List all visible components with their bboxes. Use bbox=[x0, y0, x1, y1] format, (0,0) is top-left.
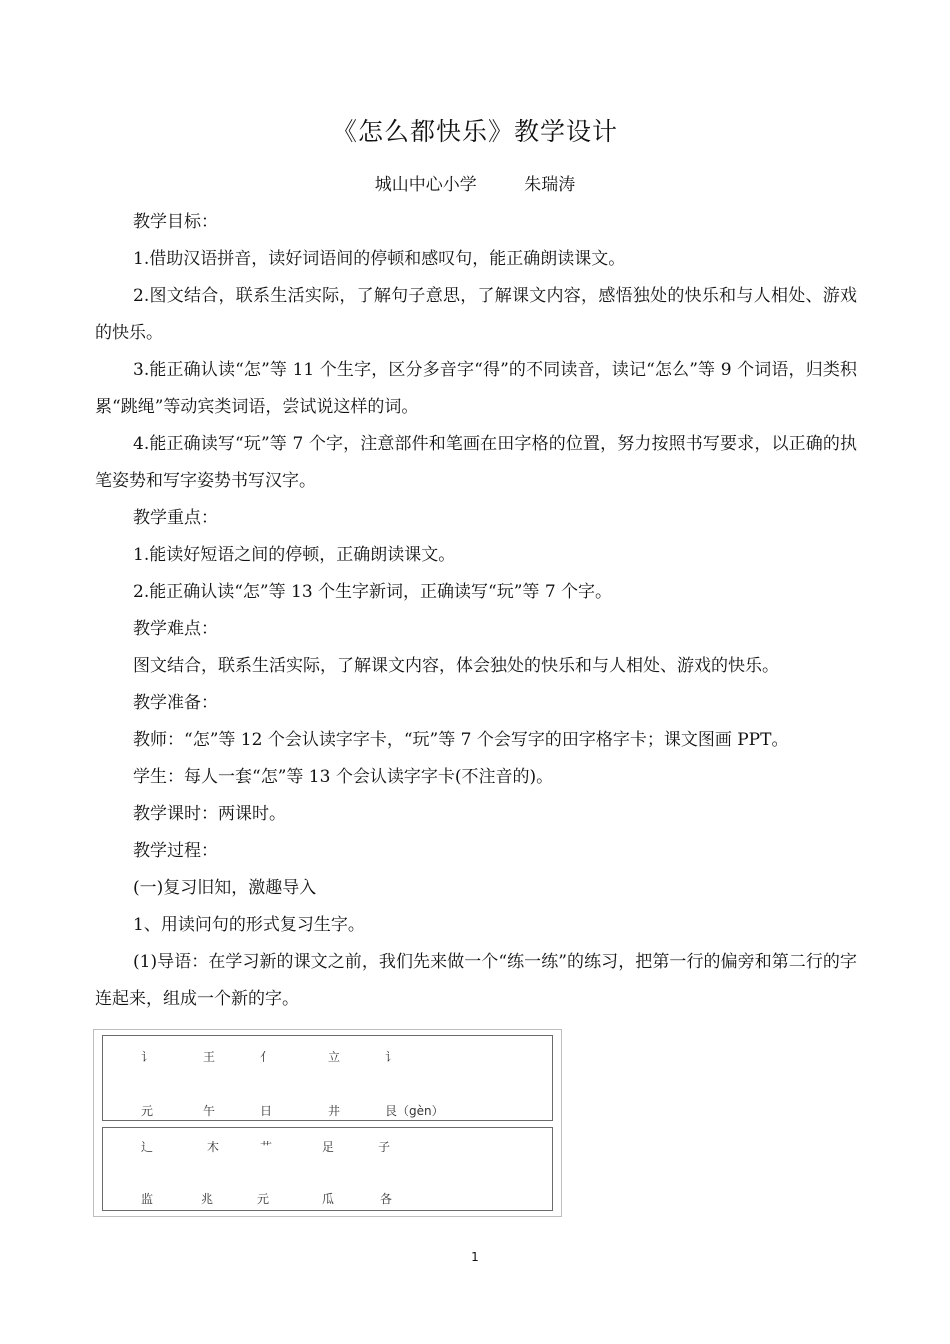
char-cell: 瓜 bbox=[322, 1192, 335, 1206]
key-point-1: 1.能读好短语之间的停顿，正确朗读课文。 bbox=[133, 545, 456, 565]
char-cell: 辶 bbox=[141, 1140, 154, 1154]
char-cell: 元 bbox=[257, 1192, 270, 1206]
heading-difficulties: 教学难点： bbox=[133, 619, 218, 639]
process-step-1-1: (1)导语：在学习新的课文之前，我们先来做一个“练一练”的练习，把第一行的偏旁和第二行的字连起来，组成一个新的字。 bbox=[95, 952, 857, 1009]
heading-process: 教学过程： bbox=[133, 841, 218, 861]
exercise-box-1 bbox=[102, 1035, 553, 1121]
char-cell: 午 bbox=[203, 1104, 216, 1118]
char-cell: 木 bbox=[207, 1140, 220, 1154]
char-cell: 讠 bbox=[141, 1050, 154, 1064]
char-cell: 艹 bbox=[260, 1140, 273, 1154]
preparation-student: 学生：每人一套“怎”等 13 个会认读字字卡(不注音的)。 bbox=[133, 767, 554, 787]
char-cell: 艮（gèn） bbox=[385, 1104, 444, 1118]
author-line bbox=[0, 170, 950, 195]
process-section-1: (一)复习旧知，激趣导入 bbox=[133, 878, 317, 898]
heading-key-points: 教学重点： bbox=[133, 508, 218, 528]
heading-goals: 教学目标： bbox=[133, 212, 218, 232]
author-name: 朱瑞涛 bbox=[524, 175, 576, 195]
class-hours: 教学课时：两课时。 bbox=[133, 804, 286, 824]
school-name: 城山中心小学 bbox=[374, 175, 477, 195]
char-cell: 足 bbox=[322, 1140, 335, 1154]
document-body bbox=[95, 204, 857, 1018]
char-cell: 亻 bbox=[260, 1050, 273, 1064]
char-cell: 各 bbox=[380, 1192, 393, 1206]
goal-item-4: 4.能正确读写“玩”等 7 个字，注意部件和笔画在田字格的位置，努力按照书写要求，以正确的执笔姿势和写字姿势书写汉字。 bbox=[95, 434, 857, 491]
difficulty-text: 图文结合，联系生活实际，了解课文内容，体会独处的快乐和与人相处、游戏的快乐。 bbox=[133, 656, 779, 676]
char-cell: 立 bbox=[328, 1050, 341, 1064]
goal-item-1: 1.借助汉语拼音，读好词语间的停顿和感叹句，能正确朗读课文。 bbox=[133, 249, 626, 269]
exercise-box-2 bbox=[102, 1127, 553, 1211]
char-cell: 兆 bbox=[201, 1192, 214, 1206]
key-point-2: 2.能正确认读“怎”等 13 个生字新词，正确读写“玩”等 7 个字。 bbox=[133, 582, 613, 602]
preparation-teacher: 教师：“怎”等 12 个会认读字字卡，“玩”等 7 个会写字的田字格字卡；课文图画 PPT。 bbox=[133, 730, 789, 750]
goal-item-3: 3.能正确认读“怎”等 11 个生字，区分多音字“得”的不同读音，读记“怎么”等 9 个词语，归类积累“跳绳”等动宾类词语，尝试说这样的词。 bbox=[95, 360, 857, 417]
char-cell: 监 bbox=[141, 1192, 154, 1206]
char-cell: 元 bbox=[141, 1104, 154, 1118]
heading-preparation: 教学准备： bbox=[133, 693, 218, 713]
char-cell: 井 bbox=[328, 1104, 341, 1118]
char-cell: 日 bbox=[260, 1104, 273, 1118]
exercise-figure bbox=[93, 1029, 562, 1217]
goal-item-2: 2.图文结合，联系生活实际，了解句子意思，了解课文内容，感悟独处的快乐和与人相处、游戏的快乐。 bbox=[95, 286, 857, 343]
char-cell: 讠 bbox=[385, 1050, 398, 1064]
process-step-1: 1、用读问句的形式复习生字。 bbox=[133, 915, 365, 935]
char-cell: 王 bbox=[203, 1050, 216, 1064]
char-cell: 子 bbox=[378, 1140, 391, 1154]
document-title: 《怎么都快乐》教学设计 bbox=[331, 117, 618, 146]
page-number: 1 bbox=[471, 1250, 479, 1264]
